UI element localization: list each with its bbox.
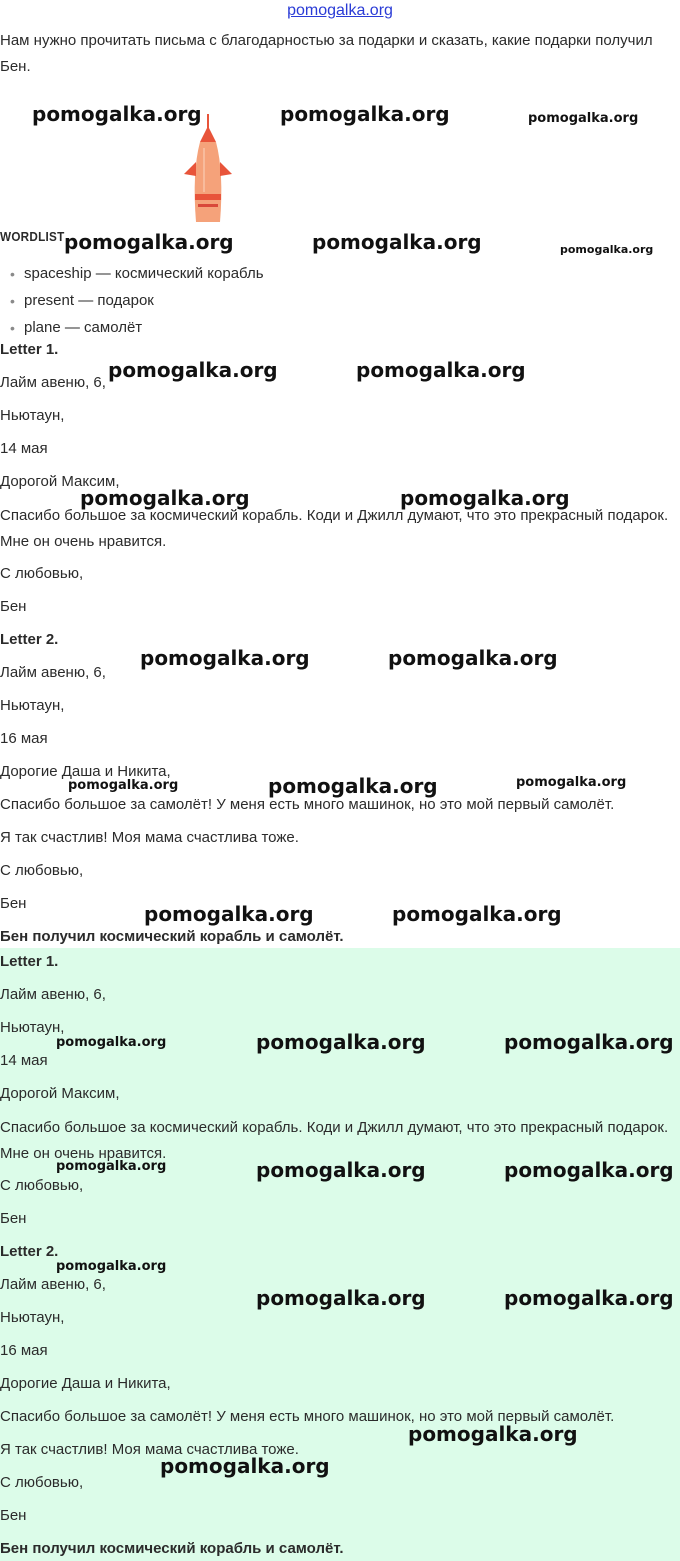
- watermark: pomogalka.org: [108, 358, 278, 382]
- wordlist-item: plane — самолёт: [24, 319, 143, 336]
- letter-body: Спасибо большое за космический корабль. Коди и Джилл думают, что это прекрасный подарок. Мне он очень нравится.: [0, 1119, 669, 1162]
- bullet-icon: •: [10, 266, 15, 282]
- letter-closing: С любовью,: [0, 565, 84, 582]
- letter-greeting: Дорогой Максим,: [0, 1085, 120, 1102]
- watermark: pomogalka.org: [504, 1158, 674, 1182]
- watermark: pomogalka.org: [256, 1286, 426, 1310]
- letter-closing: С любовью,: [0, 1177, 84, 1194]
- letter-address: Ньютаун,: [0, 407, 65, 424]
- letter-address: Лайм авеню, 6,: [0, 986, 106, 1003]
- watermark: pomogalka.org: [256, 1158, 426, 1182]
- wordlist-title: WORDLIST: [0, 229, 65, 244]
- watermark: pomogalka.org: [80, 486, 250, 510]
- letter-closing: С любовью,: [0, 862, 84, 879]
- watermark: pomogalka.org: [408, 1422, 578, 1446]
- letter-address: Лайм авеню, 6,: [0, 664, 106, 681]
- watermark: pomogalka.org: [144, 902, 314, 926]
- letter-greeting: Дорогие Даша и Никита,: [0, 763, 171, 780]
- watermark: pomogalka.org: [56, 1035, 167, 1050]
- watermark: pomogalka.org: [504, 1286, 674, 1310]
- letter-heading: Letter 1.: [0, 341, 59, 358]
- watermark: pomogalka.org: [268, 774, 438, 798]
- rocket-illustration: [180, 112, 236, 224]
- answer-text: Бен получил космический корабль и самолёт.: [0, 928, 344, 945]
- watermark: pomogalka.org: [528, 111, 639, 126]
- letter-date: 16 мая: [0, 730, 48, 747]
- watermark: pomogalka.org: [280, 102, 450, 126]
- letter-body: Спасибо большое за самолёт! У меня есть много машинок, но это мой первый самолёт.: [0, 1408, 615, 1425]
- watermark: pomogalka.org: [356, 358, 526, 382]
- watermark: pomogalka.org: [312, 230, 482, 254]
- letter-body: Спасибо большое за космический корабль. Коди и Джилл думают, что это прекрасный подарок. Мне он очень нравится.: [0, 507, 669, 550]
- letter-date: 16 мая: [0, 1342, 48, 1359]
- watermark: pomogalka.org: [56, 1259, 167, 1274]
- watermark: pomogalka.org: [516, 775, 627, 790]
- letter-closing: С любовью,: [0, 1474, 84, 1491]
- intro-text: Нам нужно прочитать письма с благодарностью за подарки и сказать, какие подарки получил Бен.: [0, 32, 653, 75]
- answer-text: Бен получил космический корабль и самолёт.: [0, 1540, 344, 1557]
- watermark: pomogalka.org: [256, 1030, 426, 1054]
- letter-date: 14 мая: [0, 1052, 48, 1069]
- letter-date: 14 мая: [0, 440, 48, 457]
- letter-address: Лайм авеню, 6,: [0, 374, 106, 391]
- watermark: pomogalka.org: [560, 243, 654, 256]
- watermark: pomogalka.org: [392, 902, 562, 926]
- letter-body: Я так счастлив! Моя мама счастлива тоже.: [0, 829, 299, 846]
- letter-address: Ньютаун,: [0, 1019, 65, 1036]
- wordlist-item: spaceship — космический корабль: [24, 265, 264, 282]
- watermark: pomogalka.org: [140, 646, 310, 670]
- letter-signature: Бен: [0, 895, 27, 912]
- letter-signature: Бен: [0, 598, 27, 615]
- letter-address: Лайм авеню, 6,: [0, 1276, 106, 1293]
- letter-address: Ньютаун,: [0, 697, 65, 714]
- bullet-icon: •: [10, 320, 15, 336]
- letter-signature: Бен: [0, 1210, 27, 1227]
- watermark: pomogalka.org: [68, 778, 179, 793]
- letter-heading: Letter 2.: [0, 1243, 59, 1260]
- letter-greeting: Дорогой Максим,: [0, 473, 120, 490]
- site-link[interactable]: pomogalka.org: [287, 2, 393, 19]
- letter-heading: Letter 1.: [0, 953, 59, 970]
- watermark: pomogalka.org: [32, 102, 202, 126]
- letter-address: Ньютаун,: [0, 1309, 65, 1326]
- letter-body: Спасибо большое за самолёт! У меня есть много машинок, но это мой первый самолёт.: [0, 796, 615, 813]
- watermark: pomogalka.org: [64, 230, 234, 254]
- watermark: pomogalka.org: [56, 1159, 167, 1174]
- letter-greeting: Дорогие Даша и Никита,: [0, 1375, 171, 1392]
- wordlist-item: present — подарок: [24, 292, 154, 309]
- watermark: pomogalka.org: [160, 1454, 330, 1478]
- letter-signature: Бен: [0, 1507, 27, 1524]
- bullet-icon: •: [10, 293, 15, 309]
- watermark: pomogalka.org: [388, 646, 558, 670]
- letter-body: Я так счастлив! Моя мама счастлива тоже.: [0, 1441, 299, 1458]
- watermark: pomogalka.org: [400, 486, 570, 510]
- watermark: pomogalka.org: [504, 1030, 674, 1054]
- letter-heading: Letter 2.: [0, 631, 59, 648]
